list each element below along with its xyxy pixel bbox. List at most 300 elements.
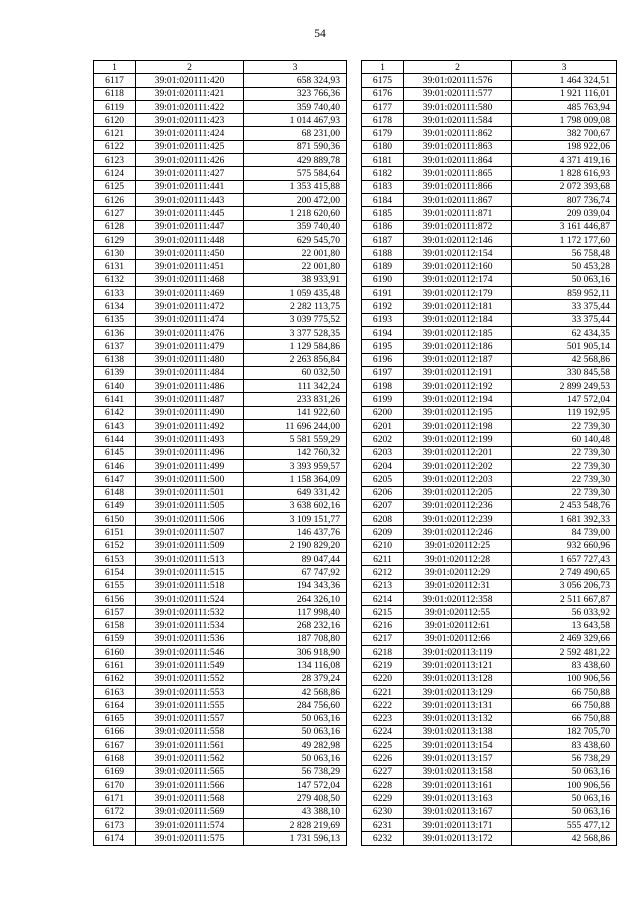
cadastral-number: 39:01:020111:557 (136, 712, 244, 725)
cadastral-value: 33 375,44 (512, 300, 617, 313)
cadastral-value: 1 172 177,60 (512, 233, 617, 246)
cadastral-value: 284 756,60 (244, 699, 347, 712)
row-number: 6172 (94, 805, 136, 818)
row-number: 6167 (94, 739, 136, 752)
table-row (94, 566, 347, 579)
cadastral-number: 39:01:020111:546 (136, 646, 244, 659)
table-row (94, 114, 347, 127)
cadastral-number: 39:01:020112:154 (404, 247, 512, 260)
cadastral-number: 39:01:020111:555 (136, 699, 244, 712)
cadastral-number: 39:01:020112:236 (404, 499, 512, 512)
cadastral-number: 39:01:020111:569 (136, 805, 244, 818)
cadastral-value: 117 998,40 (244, 606, 347, 619)
cadastral-value: 3 161 446,87 (512, 220, 617, 233)
row-number: 6226 (362, 752, 404, 765)
cadastral-number: 39:01:020112:55 (404, 606, 512, 619)
cadastral-number: 39:01:020112:194 (404, 393, 512, 406)
table-row (362, 353, 617, 366)
table-row (362, 233, 617, 246)
table-row (362, 579, 617, 592)
table-header-row (362, 61, 617, 74)
table-row (362, 393, 617, 406)
table-row (362, 313, 617, 326)
row-number: 6141 (94, 393, 136, 406)
table-row (362, 818, 617, 831)
cadastral-number: 39:01:020112:66 (404, 632, 512, 645)
table-row (94, 273, 347, 286)
table-row (94, 486, 347, 499)
row-number: 6186 (362, 220, 404, 233)
cadastral-number: 39:01:020112:174 (404, 273, 512, 286)
cadastral-number: 39:01:020113:161 (404, 779, 512, 792)
cadastral-value: 56 738,29 (512, 752, 617, 765)
row-number: 6169 (94, 765, 136, 778)
cadastral-number: 39:01:020111:425 (136, 140, 244, 153)
cadastral-value: 1 657 727,43 (512, 552, 617, 565)
row-number: 6149 (94, 499, 136, 512)
cadastral-number: 39:01:020111:448 (136, 233, 244, 246)
cadastral-value: 22 739,30 (512, 459, 617, 472)
cadastral-value: 194 343,36 (244, 579, 347, 592)
cadastral-value: 50 063,16 (512, 805, 617, 818)
row-number: 6228 (362, 779, 404, 792)
cadastral-number: 39:01:020111:584 (404, 114, 512, 127)
table-row (94, 326, 347, 339)
cadastral-number: 39:01:020111:864 (404, 154, 512, 167)
cadastral-value: 1 921 116,01 (512, 87, 617, 100)
table-row (362, 632, 617, 645)
cadastral-number: 39:01:020111:487 (136, 393, 244, 406)
row-number: 6131 (94, 260, 136, 273)
cadastral-value: 382 700,67 (512, 127, 617, 140)
cadastral-value: 142 760,32 (244, 446, 347, 459)
cadastral-value: 83 438,60 (512, 659, 617, 672)
table-row (94, 632, 347, 645)
table-row (94, 765, 347, 778)
table-row (94, 699, 347, 712)
row-number: 6220 (362, 672, 404, 685)
table-row (94, 832, 347, 845)
cadastral-value: 3 109 151,77 (244, 513, 347, 526)
cadastral-value: 100 906,56 (512, 672, 617, 685)
cadastral-number: 39:01:020113:121 (404, 659, 512, 672)
row-number: 6183 (362, 180, 404, 193)
row-number: 6195 (362, 340, 404, 353)
table-row (362, 699, 617, 712)
cadastral-value: 629 545,70 (244, 233, 347, 246)
row-number: 6148 (94, 486, 136, 499)
table-row (94, 712, 347, 725)
row-number: 6197 (362, 366, 404, 379)
cadastral-number: 39:01:020112:195 (404, 406, 512, 419)
cadastral-value: 89 047,44 (244, 552, 347, 565)
cadastral-value: 1 218 620,60 (244, 207, 347, 220)
cadastral-number: 39:01:020111:867 (404, 193, 512, 206)
page-number: 54 (314, 28, 326, 40)
row-number: 6221 (362, 685, 404, 698)
row-number: 6168 (94, 752, 136, 765)
table-row (362, 805, 617, 818)
cadastral-value: 50 063,16 (244, 725, 347, 738)
row-number: 6133 (94, 287, 136, 300)
cadastral-number: 39:01:020111:524 (136, 592, 244, 605)
table-row (362, 207, 617, 220)
cadastral-number: 39:01:020111:450 (136, 247, 244, 260)
table-row (362, 526, 617, 539)
table-row (362, 646, 617, 659)
table-row (362, 87, 617, 100)
row-number: 6134 (94, 300, 136, 313)
cadastral-number: 39:01:020111:552 (136, 672, 244, 685)
row-number: 6227 (362, 765, 404, 778)
cadastral-value: 50 063,16 (512, 792, 617, 805)
cadastral-value: 60 140,48 (512, 433, 617, 446)
table-row (362, 619, 617, 632)
cadastral-value: 84 739,00 (512, 526, 617, 539)
table-row (94, 739, 347, 752)
table-row (362, 552, 617, 565)
cadastral-value: 3 056 206,73 (512, 579, 617, 592)
table-row (94, 100, 347, 113)
header-col-1: 1 (94, 61, 136, 74)
table-row (94, 792, 347, 805)
table-row (362, 220, 617, 233)
row-number: 6126 (94, 193, 136, 206)
table-row (362, 779, 617, 792)
table-row (362, 672, 617, 685)
row-number: 6207 (362, 499, 404, 512)
cadastral-number: 39:01:020111:496 (136, 446, 244, 459)
row-number: 6209 (362, 526, 404, 539)
cadastral-value: 1 464 324,51 (512, 74, 617, 87)
cadastral-value: 807 736,74 (512, 193, 617, 206)
row-number: 6218 (362, 646, 404, 659)
row-number: 6179 (362, 127, 404, 140)
cadastral-value: 2 511 667,87 (512, 592, 617, 605)
cadastral-number: 39:01:020111:492 (136, 420, 244, 433)
table-row (362, 127, 617, 140)
row-number: 6150 (94, 513, 136, 526)
cadastral-number: 39:01:020113:131 (404, 699, 512, 712)
row-number: 6152 (94, 539, 136, 552)
table-row (362, 260, 617, 273)
table-row (94, 459, 347, 472)
cadastral-number: 39:01:020111:484 (136, 366, 244, 379)
cadastral-number: 39:01:020111:574 (136, 818, 244, 831)
header-col-1: 1 (362, 61, 404, 74)
table-row (94, 167, 347, 180)
cadastral-value: 13 643,58 (512, 619, 617, 632)
cadastral-value: 429 889,78 (244, 154, 347, 167)
row-number: 6193 (362, 313, 404, 326)
cadastral-number: 39:01:020111:580 (404, 100, 512, 113)
table-row (94, 260, 347, 273)
table-row (94, 207, 347, 220)
row-number: 6127 (94, 207, 136, 220)
row-number: 6132 (94, 273, 136, 286)
table-row (94, 446, 347, 459)
cadastral-number: 39:01:020111:865 (404, 167, 512, 180)
row-number: 6146 (94, 459, 136, 472)
cadastral-value: 83 438,60 (512, 739, 617, 752)
row-number: 6190 (362, 273, 404, 286)
row-number: 6162 (94, 672, 136, 685)
row-number: 6224 (362, 725, 404, 738)
table-row (94, 74, 347, 87)
table-row (94, 287, 347, 300)
cadastral-value: 3 039 775,52 (244, 313, 347, 326)
table-row (94, 87, 347, 100)
cadastral-value: 68 231,00 (244, 127, 347, 140)
table-row (94, 752, 347, 765)
cadastral-value: 279 408,50 (244, 792, 347, 805)
row-number: 6130 (94, 247, 136, 260)
header-col-2: 2 (136, 61, 244, 74)
row-number: 6213 (362, 579, 404, 592)
table-row (94, 659, 347, 672)
row-number: 6174 (94, 832, 136, 845)
row-number: 6171 (94, 792, 136, 805)
row-number: 6222 (362, 699, 404, 712)
cadastral-value: 141 922,60 (244, 406, 347, 419)
cadastral-value: 264 326,10 (244, 592, 347, 605)
cadastral-number: 39:01:020111:424 (136, 127, 244, 140)
cadastral-number: 39:01:020112:203 (404, 473, 512, 486)
cadastral-value: 3 377 528,35 (244, 326, 347, 339)
table-row (94, 220, 347, 233)
cadastral-number: 39:01:020111:576 (404, 74, 512, 87)
cadastral-number: 39:01:020113:128 (404, 672, 512, 685)
cadastral-number: 39:01:020111:447 (136, 220, 244, 233)
table-row (362, 659, 617, 672)
cadastral-number: 39:01:020113:158 (404, 765, 512, 778)
cadastral-number: 39:01:020111:536 (136, 632, 244, 645)
table-row (362, 366, 617, 379)
cadastral-number: 39:01:020111:862 (404, 127, 512, 140)
table-row (362, 140, 617, 153)
row-number: 6156 (94, 592, 136, 605)
cadastral-value: 1 731 596,13 (244, 832, 347, 845)
row-number: 6119 (94, 100, 136, 113)
cadastral-number: 39:01:020111:505 (136, 499, 244, 512)
row-number: 6208 (362, 513, 404, 526)
cadastral-value: 5 581 559,29 (244, 433, 347, 446)
table-row (362, 287, 617, 300)
table-row (94, 340, 347, 353)
cadastral-number: 39:01:020111:577 (404, 87, 512, 100)
table-row (362, 473, 617, 486)
table-row (94, 779, 347, 792)
row-number: 6230 (362, 805, 404, 818)
row-number: 6159 (94, 632, 136, 645)
cadastral-number: 39:01:020111:445 (136, 207, 244, 220)
cadastral-value: 200 472,00 (244, 193, 347, 206)
cadastral-number: 39:01:020112:186 (404, 340, 512, 353)
cadastral-number: 39:01:020111:451 (136, 260, 244, 273)
cadastral-number: 39:01:020113:167 (404, 805, 512, 818)
cadastral-number: 39:01:020111:515 (136, 566, 244, 579)
cadastral-value: 50 063,16 (512, 765, 617, 778)
cadastral-value: 359 740,40 (244, 100, 347, 113)
cadastral-value: 2 828 219,69 (244, 818, 347, 831)
row-number: 6231 (362, 818, 404, 831)
table-row (362, 154, 617, 167)
row-number: 6143 (94, 420, 136, 433)
row-number: 6187 (362, 233, 404, 246)
cadastral-value: 932 660,96 (512, 539, 617, 552)
row-number: 6151 (94, 526, 136, 539)
cadastral-value: 330 845,58 (512, 366, 617, 379)
table-row (362, 193, 617, 206)
cadastral-value: 1 828 616,93 (512, 167, 617, 180)
row-number: 6191 (362, 287, 404, 300)
table-row (94, 592, 347, 605)
cadastral-number: 39:01:020112:202 (404, 459, 512, 472)
cadastral-number: 39:01:020111:532 (136, 606, 244, 619)
row-number: 6124 (94, 167, 136, 180)
row-number: 6214 (362, 592, 404, 605)
cadastral-number: 39:01:020112:146 (404, 233, 512, 246)
cadastral-number: 39:01:020112:31 (404, 579, 512, 592)
cadastral-number: 39:01:020113:138 (404, 725, 512, 738)
table-row (94, 393, 347, 406)
cadastral-value: 1 798 009,08 (512, 114, 617, 127)
cadastral-value: 100 906,56 (512, 779, 617, 792)
cadastral-value: 4 371 419,16 (512, 154, 617, 167)
cadastral-value: 575 584,64 (244, 167, 347, 180)
row-number: 6200 (362, 406, 404, 419)
cadastral-number: 39:01:020112:187 (404, 353, 512, 366)
table-row (362, 606, 617, 619)
cadastral-value: 111 342,24 (244, 380, 347, 393)
table-row (94, 366, 347, 379)
row-number: 6155 (94, 579, 136, 592)
row-number: 6225 (362, 739, 404, 752)
cadastral-number: 39:01:020111:506 (136, 513, 244, 526)
row-number: 6181 (362, 154, 404, 167)
cadastral-number: 39:01:020111:501 (136, 486, 244, 499)
cadastral-number: 39:01:020113:154 (404, 739, 512, 752)
table-row (362, 406, 617, 419)
cadastral-value: 66 750,88 (512, 699, 617, 712)
cadastral-number: 39:01:020111:476 (136, 326, 244, 339)
row-number: 6184 (362, 193, 404, 206)
cadastral-number: 39:01:020111:866 (404, 180, 512, 193)
row-number: 6196 (362, 353, 404, 366)
cadastral-value: 2 749 490,65 (512, 566, 617, 579)
cadastral-value: 50 453,28 (512, 260, 617, 273)
table-row (362, 247, 617, 260)
row-number: 6153 (94, 552, 136, 565)
cadastral-value: 42 568,86 (512, 832, 617, 845)
cadastral-number: 39:01:020111:443 (136, 193, 244, 206)
row-number: 6199 (362, 393, 404, 406)
cadastral-number: 39:01:020111:500 (136, 473, 244, 486)
table-row (362, 326, 617, 339)
cadastral-number: 39:01:020111:871 (404, 207, 512, 220)
cadastral-number: 39:01:020111:472 (136, 300, 244, 313)
cadastral-number: 39:01:020111:575 (136, 832, 244, 845)
table-row (94, 127, 347, 140)
table-row (94, 805, 347, 818)
row-number: 6121 (94, 127, 136, 140)
cadastral-number: 39:01:020111:427 (136, 167, 244, 180)
table-row (94, 180, 347, 193)
row-number: 6165 (94, 712, 136, 725)
cadastral-value: 198 922,06 (512, 140, 617, 153)
table-row (94, 725, 347, 738)
table-row (94, 646, 347, 659)
cadastral-value: 50 063,16 (244, 712, 347, 725)
cadastral-number: 39:01:020111:549 (136, 659, 244, 672)
row-number: 6205 (362, 473, 404, 486)
row-number: 6212 (362, 566, 404, 579)
table-row (362, 712, 617, 725)
row-number: 6211 (362, 552, 404, 565)
header-col-3: 3 (512, 61, 617, 74)
header-col-3: 3 (244, 61, 347, 74)
row-number: 6177 (362, 100, 404, 113)
table-row (362, 100, 617, 113)
table-row (362, 513, 617, 526)
cadastral-value: 49 282,98 (244, 739, 347, 752)
row-number: 6139 (94, 366, 136, 379)
cadastral-value: 50 063,16 (512, 273, 617, 286)
cadastral-number: 39:01:020111:507 (136, 526, 244, 539)
cadastral-value: 22 739,30 (512, 473, 617, 486)
row-number: 6210 (362, 539, 404, 552)
cadastral-value: 2 453 548,76 (512, 499, 617, 512)
row-number: 6161 (94, 659, 136, 672)
table-row (94, 513, 347, 526)
cadastral-value: 359 740,40 (244, 220, 347, 233)
cadastral-value: 56 738,29 (244, 765, 347, 778)
row-number: 6138 (94, 353, 136, 366)
cadastral-value: 42 568,86 (244, 685, 347, 698)
table-row (362, 446, 617, 459)
cadastral-value: 62 434,35 (512, 326, 617, 339)
row-number: 6206 (362, 486, 404, 499)
cadastral-value: 56 758,48 (512, 247, 617, 260)
row-number: 6194 (362, 326, 404, 339)
cadastral-number: 39:01:020111:558 (136, 725, 244, 738)
table-row (94, 579, 347, 592)
cadastral-value: 485 763,94 (512, 100, 617, 113)
cadastral-value: 555 477,12 (512, 818, 617, 831)
table-row (362, 752, 617, 765)
table-row (362, 566, 617, 579)
table-row (362, 74, 617, 87)
cadastral-number: 39:01:020111:561 (136, 739, 244, 752)
cadastral-number: 39:01:020112:199 (404, 433, 512, 446)
cadastral-value: 306 918,90 (244, 646, 347, 659)
table-row (362, 340, 617, 353)
row-number: 6170 (94, 779, 136, 792)
row-number: 6136 (94, 326, 136, 339)
table-row (94, 433, 347, 446)
cadastral-value: 42 568,86 (512, 353, 617, 366)
row-number: 6229 (362, 792, 404, 805)
row-number: 6140 (94, 380, 136, 393)
cadastral-value: 1 014 467,93 (244, 114, 347, 127)
table-row (362, 300, 617, 313)
cadastral-number: 39:01:020112:29 (404, 566, 512, 579)
row-number: 6173 (94, 818, 136, 831)
cadastral-value: 2 899 249,53 (512, 380, 617, 393)
cadastral-number: 39:01:020112:198 (404, 420, 512, 433)
cadastral-value: 22 739,30 (512, 420, 617, 433)
table-row (362, 486, 617, 499)
